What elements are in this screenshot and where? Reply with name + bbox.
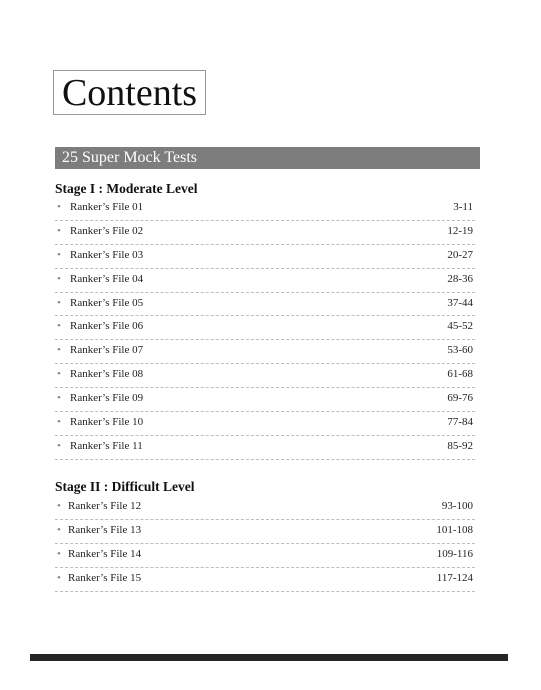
item-pages: 53-60 <box>447 344 473 357</box>
item-label: Ranker’s File 11 <box>70 439 143 452</box>
bullet-dot-icon: • <box>57 224 61 237</box>
page-title: Contents <box>53 70 206 115</box>
list-item[interactable] <box>55 197 475 221</box>
bullet-dot-icon: • <box>57 547 61 560</box>
list-item[interactable] <box>55 269 475 293</box>
list-item[interactable] <box>55 412 475 436</box>
bullet-dot-icon: • <box>57 416 61 429</box>
item-pages: 77-84 <box>447 416 473 429</box>
item-label: Ranker’s File 08 <box>70 368 144 381</box>
item-label: Ranker’s File 05 <box>70 296 144 309</box>
list-item[interactable] <box>55 316 475 340</box>
list-item[interactable] <box>55 364 475 388</box>
list-item[interactable] <box>55 340 475 364</box>
item-label: Ranker’s File 07 <box>70 344 144 357</box>
item-pages: 69-76 <box>447 392 473 405</box>
list-item[interactable] <box>55 568 475 592</box>
list-item[interactable] <box>55 520 475 544</box>
item-pages: 3-11 <box>453 201 473 213</box>
list-item[interactable] <box>55 245 475 269</box>
item-pages: 109-116 <box>436 547 473 560</box>
stage-2-list <box>55 496 475 592</box>
bullet-dot-icon: • <box>57 320 61 333</box>
section-banner: 25 Super Mock Tests <box>55 147 480 169</box>
item-pages: 37-44 <box>447 296 473 309</box>
item-pages: 101-108 <box>436 523 473 536</box>
stage-1-heading: Stage I : Moderate Level <box>55 181 198 196</box>
bullet-dot-icon: • <box>57 201 61 213</box>
bullet-dot-icon: • <box>57 500 61 512</box>
list-item[interactable] <box>55 544 475 568</box>
item-label: Ranker’s File 09 <box>70 392 144 405</box>
list-item[interactable] <box>55 221 475 245</box>
item-pages: 85-92 <box>447 439 473 452</box>
item-label: Ranker’s File 12 <box>68 500 142 512</box>
list-item[interactable] <box>55 496 475 520</box>
bullet-dot-icon: • <box>57 368 61 381</box>
stage-1-list <box>55 197 475 460</box>
item-label: Ranker’s File 15 <box>68 571 142 584</box>
footer-bar <box>30 654 508 661</box>
list-item[interactable] <box>55 388 475 412</box>
item-label: Ranker’s File 02 <box>70 224 144 237</box>
item-label: Ranker’s File 01 <box>70 201 144 213</box>
item-label: Ranker’s File 06 <box>70 320 144 333</box>
item-pages: 61-68 <box>447 368 473 381</box>
item-pages: 93-100 <box>441 500 473 512</box>
list-item[interactable] <box>55 293 475 317</box>
bullet-dot-icon: • <box>57 248 61 261</box>
bullet-dot-icon: • <box>57 439 61 452</box>
bullet-dot-icon: • <box>57 296 61 309</box>
item-pages: 12-19 <box>447 224 473 237</box>
item-label: Ranker’s File 13 <box>68 523 142 536</box>
bullet-dot-icon: • <box>57 571 61 584</box>
item-pages: 20-27 <box>447 248 473 261</box>
item-label: Ranker’s File 10 <box>70 416 144 429</box>
bullet-dot-icon: • <box>57 272 61 285</box>
bullet-dot-icon: • <box>57 392 61 405</box>
bullet-dot-icon: • <box>57 523 61 536</box>
item-label: Ranker’s File 03 <box>70 248 144 261</box>
bullet-dot-icon: • <box>57 344 61 357</box>
list-item[interactable] <box>55 436 475 460</box>
item-label: Ranker’s File 04 <box>70 272 144 285</box>
stage-2-heading: Stage II : Difficult Level <box>55 479 195 494</box>
item-pages: 117-124 <box>436 571 473 584</box>
item-pages: 28-36 <box>447 272 473 285</box>
item-label: Ranker’s File 14 <box>68 547 142 560</box>
item-pages: 45-52 <box>447 320 473 333</box>
